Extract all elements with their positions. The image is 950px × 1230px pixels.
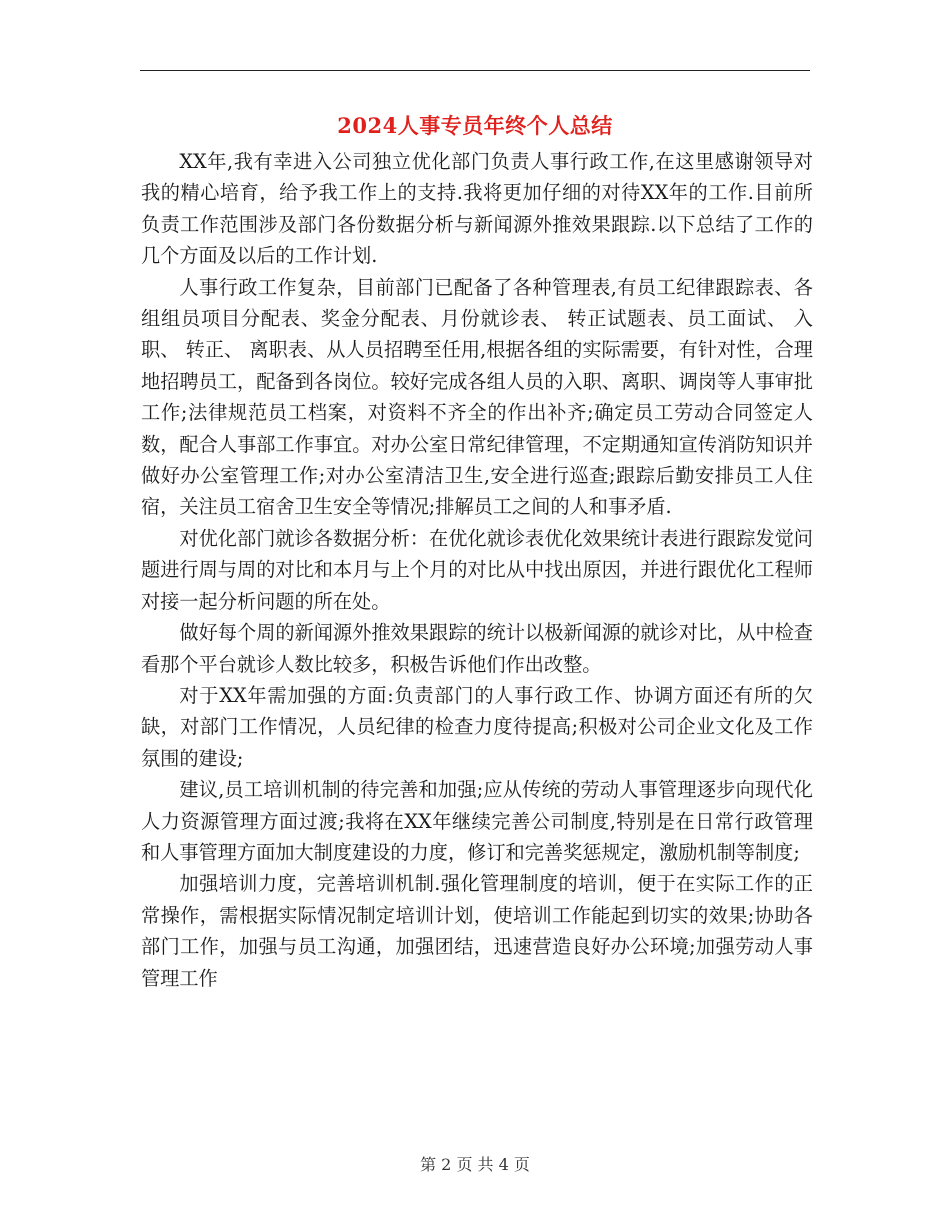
paragraph-suggestions: 建议,员工培训机制的待完善和加强;应从传统的劳动人事管理逐步向现代化人力资源管理方面过渡;我将在XX年继续完善公司制度,特别是在日常行政管理和人事管理方面加大制度建设的力度，修订和完善奖惩规定，激励机制等制度; xyxy=(141,778,813,864)
paragraph-admin-work: 人事行政工作复杂，目前部门已配备了各种管理表,有员工纪律跟踪表、各组组员项目分配表、奖金分配表、月份就诊表、 转正试题表、员工面试、 入职、 转正、 离职表、从人员招聘至任用,根据各组的实际需要，有针对性，合理地招聘员工，配备到各岗位。较好完成各组人员的入职、离职、调岗等人事审批工作;法律规范员工档案，对资料不齐全的作出补齐;确定员工劳动合同签定人数，配合人事部工作事宜。对办公室日常纪律管理，不定期通知宣传消防知识并做好办公室管理工作;对办公室清洁卫生,安全进行巡查;跟踪后勤安排员工人住宿，关注员工宿舍卫生安全等情况;排解员工之间的人和事矛盾. xyxy=(141,275,813,519)
paragraph-improvements: 对于XX年需加强的方面:负责部门的人事行政工作、协调方面还有所的欠缺，对部门工作情况，人员纪律的检查力度待提高;积极对公司企业文化及工作氛围的建设; xyxy=(141,683,813,770)
header-rule xyxy=(140,70,810,71)
document-title: 2024人事专员年终个人总结 xyxy=(337,113,613,138)
paragraph-data-analysis: 对优化部门就诊各数据分析：在优化就诊表优化效果统计表进行跟踪发觉问题进行周与周的对比和本月与上个月的对比从中找出原因，并进行跟优化工程师对接一起分析问题的所在处。 xyxy=(141,526,813,613)
document-body xyxy=(141,146,813,994)
page-footer: 第 2 页 共 4 页 xyxy=(420,1155,530,1174)
paragraph-intro: XX年,我有幸进入公司独立优化部门负责人事行政工作,在这里感谢领导对我的精心培育，给予我工作上的支持.我将更加仔细的对待XX年的工作.目前所负责工作范围涉及部门各份数据分析与新闻源外推效果跟踪.以下总结了工作的几个方面及以后的工作计划. xyxy=(141,150,813,268)
paragraph-training: 加强培训力度，完善培训机制.强化管理制度的培训，便于在实际工作的正常操作，需根据实际情况制定培训计划，使培训工作能起到切实的效果;协助各部门工作，加强与员工沟通，加强团结，迅速营造良好办公环境;加强劳动人事管理工作 xyxy=(141,872,813,990)
paragraph-news-tracking: 做好每个周的新闻源外推效果跟踪的统计以极新闻源的就诊对比，从中检查看那个平台就诊人数比较多，积极告诉他们作出改整。 xyxy=(141,621,813,676)
